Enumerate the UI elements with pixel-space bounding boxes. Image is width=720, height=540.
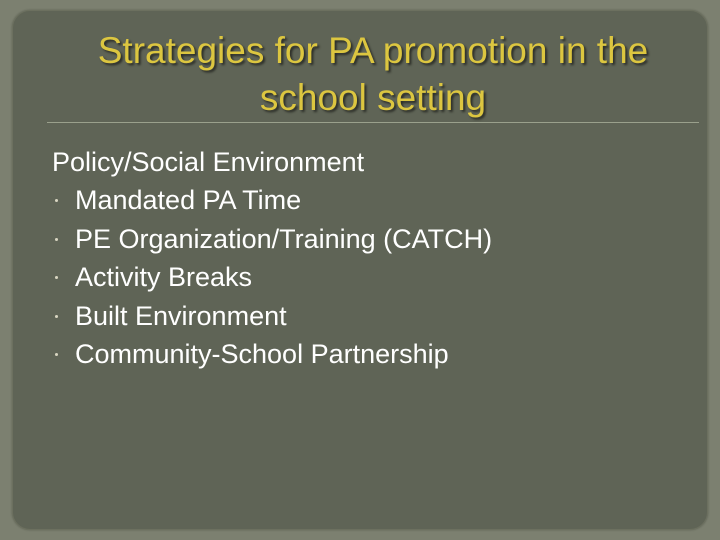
bullet-dot-icon [55, 276, 58, 279]
bullet-dot-icon [55, 238, 58, 241]
bullet-list [52, 181, 692, 374]
title-line-1: Strategies for PA promotion in the [97, 30, 649, 71]
bullet-text: PE Organization/Training (CATCH) [75, 223, 493, 254]
bullet-item-built-environment [52, 297, 692, 336]
bullet-dot-icon [55, 315, 58, 318]
title-divider [47, 122, 699, 123]
bullet-dot-icon [55, 199, 58, 202]
bullet-text: Mandated PA Time [75, 185, 302, 215]
bullet-text: Activity Breaks [75, 262, 253, 292]
slide-title [43, 27, 703, 121]
slide-panel [12, 10, 708, 530]
bullet-item-community-school-partnership [52, 335, 692, 374]
title-line-2: school setting [259, 77, 487, 118]
section-heading: Policy/Social Environment [52, 147, 365, 177]
bullet-item-activity-breaks [52, 258, 692, 297]
bullet-dot-icon [55, 353, 58, 356]
bullet-text: Built Environment [75, 300, 287, 331]
bullet-item-mandated-pa-time [52, 181, 692, 220]
bullet-item-pe-organization [52, 220, 692, 259]
bullet-text: Community-School Partnership [75, 339, 449, 369]
slide-body [52, 143, 692, 374]
